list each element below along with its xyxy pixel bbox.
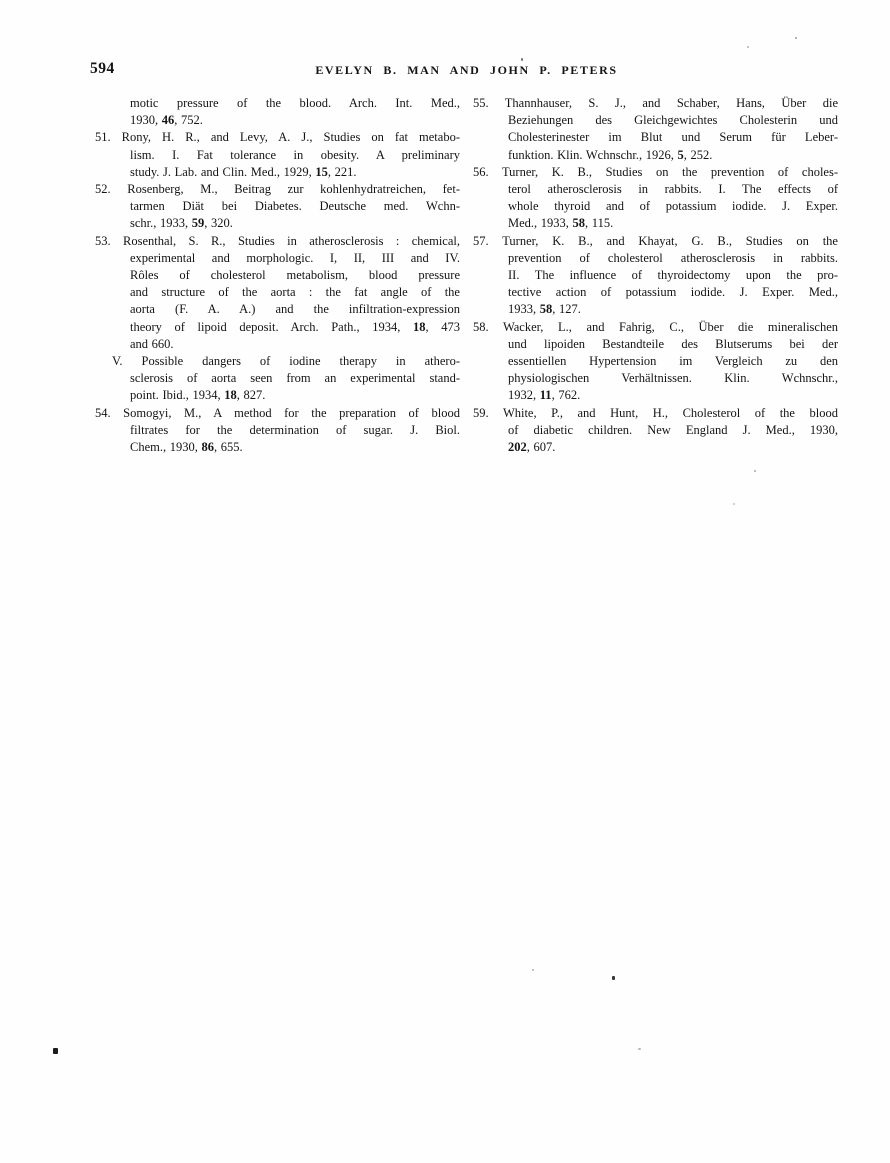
reference-line: theory of lipoid deposit. Arch. Path., 1934, 18, 473 <box>130 319 460 334</box>
reference-line: 51. Rony, H. R., and Levy, A. J., Studies on fat metabo- <box>95 130 460 145</box>
reference-line: study. J. Lab. and Clin. Med., 1929, 15, 221. <box>130 164 357 179</box>
reference-line: sclerosis of aorta seen from an experimental stand- <box>130 371 460 386</box>
running-head: EVELYN B. MAN AND JOHN P. PETERS <box>315 63 618 77</box>
scan-speck <box>521 58 523 61</box>
scan-speck <box>754 470 756 472</box>
reference-line: whole thyroid and of potassium iodide. J. Exper. <box>508 199 838 214</box>
reference-line: 1930, 46, 752. <box>130 113 203 128</box>
reference-53 <box>95 233 460 353</box>
scan-speck <box>532 969 534 971</box>
reference-55 <box>473 95 838 164</box>
reference-line: lism. I. Fat tolerance in obesity. A preliminary <box>130 147 460 162</box>
reference-58 <box>473 319 838 405</box>
reference-50-continuation <box>95 95 460 129</box>
reference-line: schr., 1933, 59, 320. <box>130 216 233 231</box>
reference-line: point. Ibid., 1934, 18, 827. <box>130 388 266 403</box>
reference-line: Beziehungen des Gleichgewichtes Cholesterin und <box>508 113 838 128</box>
reference-line: 202, 607. <box>508 440 556 455</box>
reference-56 <box>473 164 838 233</box>
reference-line: II. The influence of thyroidectomy upon the pro- <box>508 268 838 283</box>
reference-line: prevention of cholesterol atherosclerosis in rabbits. <box>508 250 838 265</box>
reference-line: 57. Turner, K. B., and Khayat, G. B., Studies on the <box>473 233 838 248</box>
reference-line: motic pressure of the blood. Arch. Int. Med., <box>130 96 460 110</box>
reference-51 <box>95 129 460 181</box>
reference-53-v <box>95 353 460 405</box>
reference-line: 52. Rosenberg, M., Beitrag zur kohlenhydratreichen, fet- <box>95 182 460 197</box>
reference-line: physiologischen Verhältnissen. Klin. Wchnschr., <box>508 371 838 386</box>
reference-list <box>95 95 838 456</box>
scan-speck <box>733 503 735 505</box>
reference-line: Med., 1933, 58, 115. <box>508 216 614 231</box>
reference-line: experimental and morphologic. I, II, III and IV. <box>130 250 460 265</box>
scan-speck <box>53 1048 58 1054</box>
reference-52 <box>95 181 460 233</box>
reference-line: 1933, 58, 127. <box>508 302 581 317</box>
reference-line: 1932, 11, 762. <box>508 388 581 403</box>
reference-line: und lipoiden Bestandteile des Blutserums bei der <box>508 336 838 351</box>
reference-59 <box>473 405 838 457</box>
reference-57 <box>473 233 838 319</box>
reference-line: tective action of potassium iodide. J. Exper. Med., <box>508 285 838 300</box>
reference-line: filtrates for the determination of sugar. J. Biol. <box>130 422 460 437</box>
reference-line: funktion. Klin. Wchnschr., 1926, 5, 252. <box>508 147 713 162</box>
scan-speck <box>612 976 615 980</box>
scan-speck <box>795 37 797 39</box>
reference-line: terol atherosclerosis in rabbits. I. The effects of <box>508 182 838 197</box>
reference-line: and structure of the aorta : the fat angle of the <box>130 285 460 300</box>
reference-line: of diabetic children. New England J. Med., 1930, <box>508 422 838 437</box>
reference-line: 54. Somogyi, M., A method for the preparation of blood <box>95 405 460 420</box>
reference-line: V. Possible dangers of iodine therapy in athero- <box>112 354 460 369</box>
reference-line: 53. Rosenthal, S. R., Studies in atherosclerosis : chemical, <box>95 233 460 248</box>
reference-line: aorta (F. A. A.) and the infiltration-expression <box>130 302 460 317</box>
reference-line: and 660. <box>130 336 174 351</box>
references-right-column <box>473 95 838 456</box>
scan-speck <box>747 46 749 48</box>
reference-line: 55. Thannhauser, S. J., and Schaber, Hans, Über die <box>473 96 838 110</box>
page-number: 594 <box>90 60 115 77</box>
references-left-column <box>95 95 460 456</box>
reference-line: 56. Turner, K. B., Studies on the prevention of choles- <box>473 164 838 179</box>
reference-line: essentiellen Hypertension im Vergleich zu den <box>508 354 838 369</box>
reference-54 <box>95 405 460 457</box>
reference-line: Chem., 1930, 86, 655. <box>130 440 243 455</box>
reference-line: Rôles of cholesterol metabolism, blood pressure <box>130 268 460 283</box>
reference-line: 59. White, P., and Hunt, H., Cholesterol of the blood <box>473 405 838 420</box>
reference-line: 58. Wacker, L., and Fahrig, C., Über die mineralischen <box>473 319 838 334</box>
reference-line: Cholesterinester im Blut und Serum für Leber- <box>508 130 838 145</box>
scan-speck <box>638 1048 641 1050</box>
reference-line: tarmen Diät bei Diabetes. Deutsche med. Wchn- <box>130 199 460 214</box>
